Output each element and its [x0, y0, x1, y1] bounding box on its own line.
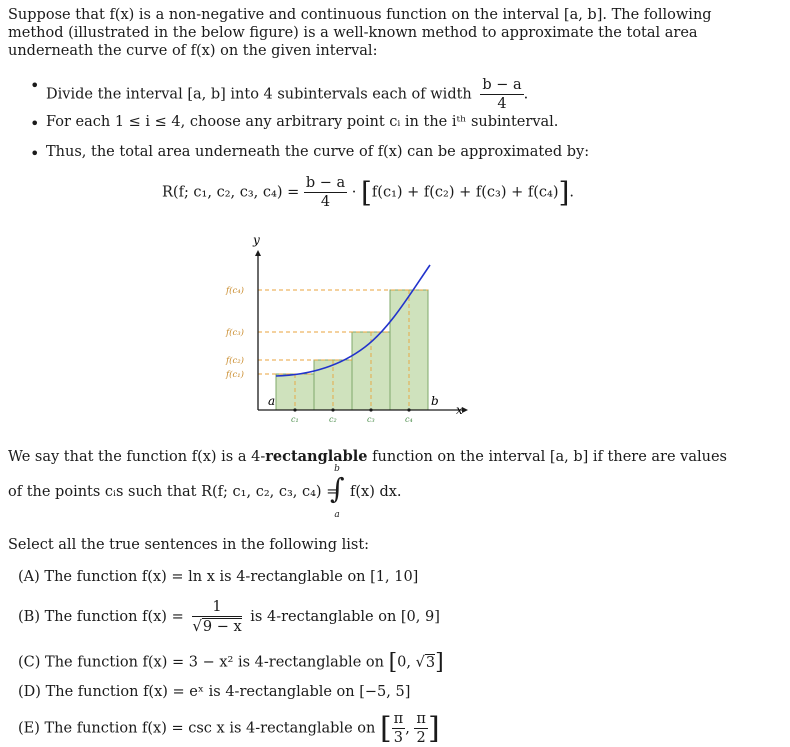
option-e-label: (E): [18, 720, 40, 737]
label-c1: c₁: [291, 415, 299, 424]
definition-line-2: of the points cᵢs such that R(f; c₁, c₂, c₃, c₄) =: [8, 484, 339, 500]
option-c-interval-start: 0,: [397, 654, 416, 671]
a-label: a: [268, 394, 276, 408]
label-fc3: f(c₃): [226, 328, 244, 338]
label-fc1: f(c₁): [226, 370, 244, 380]
option-d-label: (D): [18, 684, 41, 700]
option-c-interval-end: 3: [425, 654, 436, 671]
integral-upper-limit: b: [334, 464, 340, 474]
label-fc4: f(c₄): [226, 286, 244, 296]
bullet-3-text: Thus, the total area underneath the curve of f(x) can be approximated by:: [46, 144, 590, 160]
option-c-label: (C): [18, 654, 41, 671]
rectanglable-term: rectanglable: [265, 448, 368, 465]
formula-lhs: R(f; c₁, c₂, c₃, c₄) =: [162, 184, 300, 201]
y-axis-arrow-icon: [255, 250, 261, 256]
bullet-divide: • Divide the interval [a, b] into 4 subintervals each of width $\frac{b - a}{4}$ .: [46, 76, 528, 113]
formula-dot: ·: [351, 184, 357, 201]
b-label: b: [431, 394, 439, 408]
tick-c4: [407, 408, 410, 411]
bullet-1-text: Divide the interval [a, b] into 4 subintervals each of width: [46, 86, 472, 103]
label-c3: c₃: [367, 415, 375, 424]
intro-line-2: method (illustrated in the below figure) is a well-known method to approximate the total area: [8, 25, 698, 41]
option-a-label: (A): [18, 569, 40, 585]
option-d-text: The function f(x) = eˣ is 4-rectanglable on [−5, 5]: [45, 684, 411, 700]
option-b-fraction: $\frac{1}{√9 - x}$: [192, 599, 242, 635]
option-e-fraction-1: $\frac{\pi}{3}$: [393, 711, 404, 746]
integrand: f(x) dx.: [350, 484, 402, 500]
intro-paragraph: [8, 6, 783, 60]
formula-fraction: $\frac{b - a}{4}$: [305, 175, 346, 210]
integral-lower-limit: a: [334, 510, 340, 520]
intro-line-1: Suppose that f(x) is a non-negative and continuous function on the interval [a, b]. The following: [8, 7, 712, 23]
c-point-labels: [291, 415, 413, 424]
formula-bracket-right: ]: [558, 176, 570, 209]
option-c-text: The function f(x) = 3 − x² is 4-rectanglable on: [45, 654, 384, 671]
intro-line-3: underneath the curve of f(x) on the given interval:: [8, 43, 378, 59]
tick-c3: [369, 408, 372, 411]
riemann-formula: R(f; c₁, c₂, c₃, c₄) = $\frac{b - a}{4}$ · [f(c₁) + f(c₂) + f(c₃) + f(c₄)].: [162, 175, 575, 210]
bullet-1-fraction: $\frac{b - a}{4}$: [482, 77, 522, 112]
x-axis-arrow-icon: [462, 407, 468, 413]
option-d[interactable]: [18, 684, 410, 700]
option-b-text-2: is 4-rectanglable on [0, 9]: [250, 609, 440, 625]
label-c2: c₂: [329, 415, 337, 424]
bullet-choose: [46, 114, 558, 130]
riemann-sum-figure: [200, 228, 490, 430]
bullet-2-text: For each 1 ≤ i ≤ 4, choose any arbitrary point cᵢ in the iᵗʰ subinterval.: [46, 114, 559, 130]
option-a-text: The function f(x) = ln x is 4-rectanglable on [1, 10]: [44, 569, 419, 585]
option-e-text: The function f(x) = csc x is 4-rectanglable on: [44, 720, 376, 737]
integral-sign-icon: ∫: [330, 472, 345, 505]
option-b-label: (B): [18, 609, 40, 625]
option-e-fraction-2: $\frac{\pi}{2}$: [416, 711, 426, 746]
formula-rhs: f(c₁) + f(c₂) + f(c₃) + f(c₄): [371, 184, 559, 201]
label-c4: c₄: [405, 415, 413, 424]
x-axis-label: x: [456, 403, 463, 417]
label-fc2: f(c₂): [226, 356, 244, 366]
tick-c1: [293, 408, 296, 411]
tick-c2: [331, 408, 334, 411]
definition-line-1: We say that the function f(x) is a 4-rectanglable function on the interval [a, b] if there are values: [8, 448, 727, 465]
option-e[interactable]: (E) The function f(x) = csc x is 4-rectanglable on [ $\frac{\pi}{3}$ , $\frac{\pi}{2}$ ]: [18, 711, 440, 746]
option-c[interactable]: (C) The function f(x) = 3 − x² is 4-rectanglable on [0, √3]: [18, 650, 444, 675]
formula-bracket-left: [: [360, 176, 372, 209]
question-prompt: Select all the true sentences in the following list:: [8, 537, 370, 553]
bullet-thus: [46, 144, 589, 160]
option-b-text: The function f(x) =: [44, 609, 184, 625]
option-a[interactable]: [18, 569, 418, 585]
f-value-labels: [225, 285, 244, 380]
y-axis-label: y: [253, 233, 260, 247]
option-b[interactable]: [18, 598, 440, 636]
